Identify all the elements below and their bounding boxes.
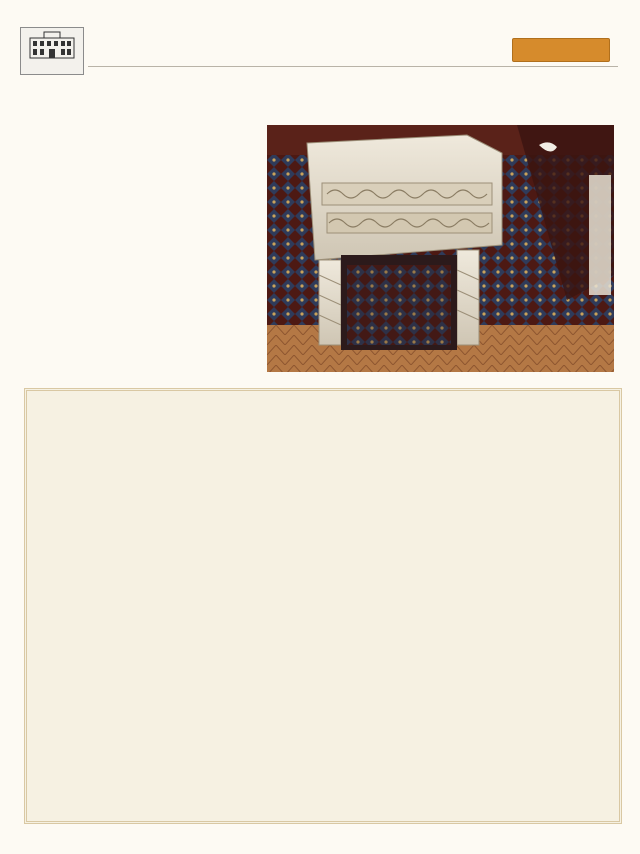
presidents-box [24, 388, 622, 824]
page-footer [16, 826, 22, 836]
magazine-badge [512, 38, 610, 62]
presidents-column-1 [39, 405, 221, 413]
fireplace-photo [267, 125, 614, 372]
club-logo [20, 27, 84, 75]
fireplace-image [267, 125, 614, 372]
header-divider [88, 66, 618, 67]
building-icon [24, 30, 80, 60]
